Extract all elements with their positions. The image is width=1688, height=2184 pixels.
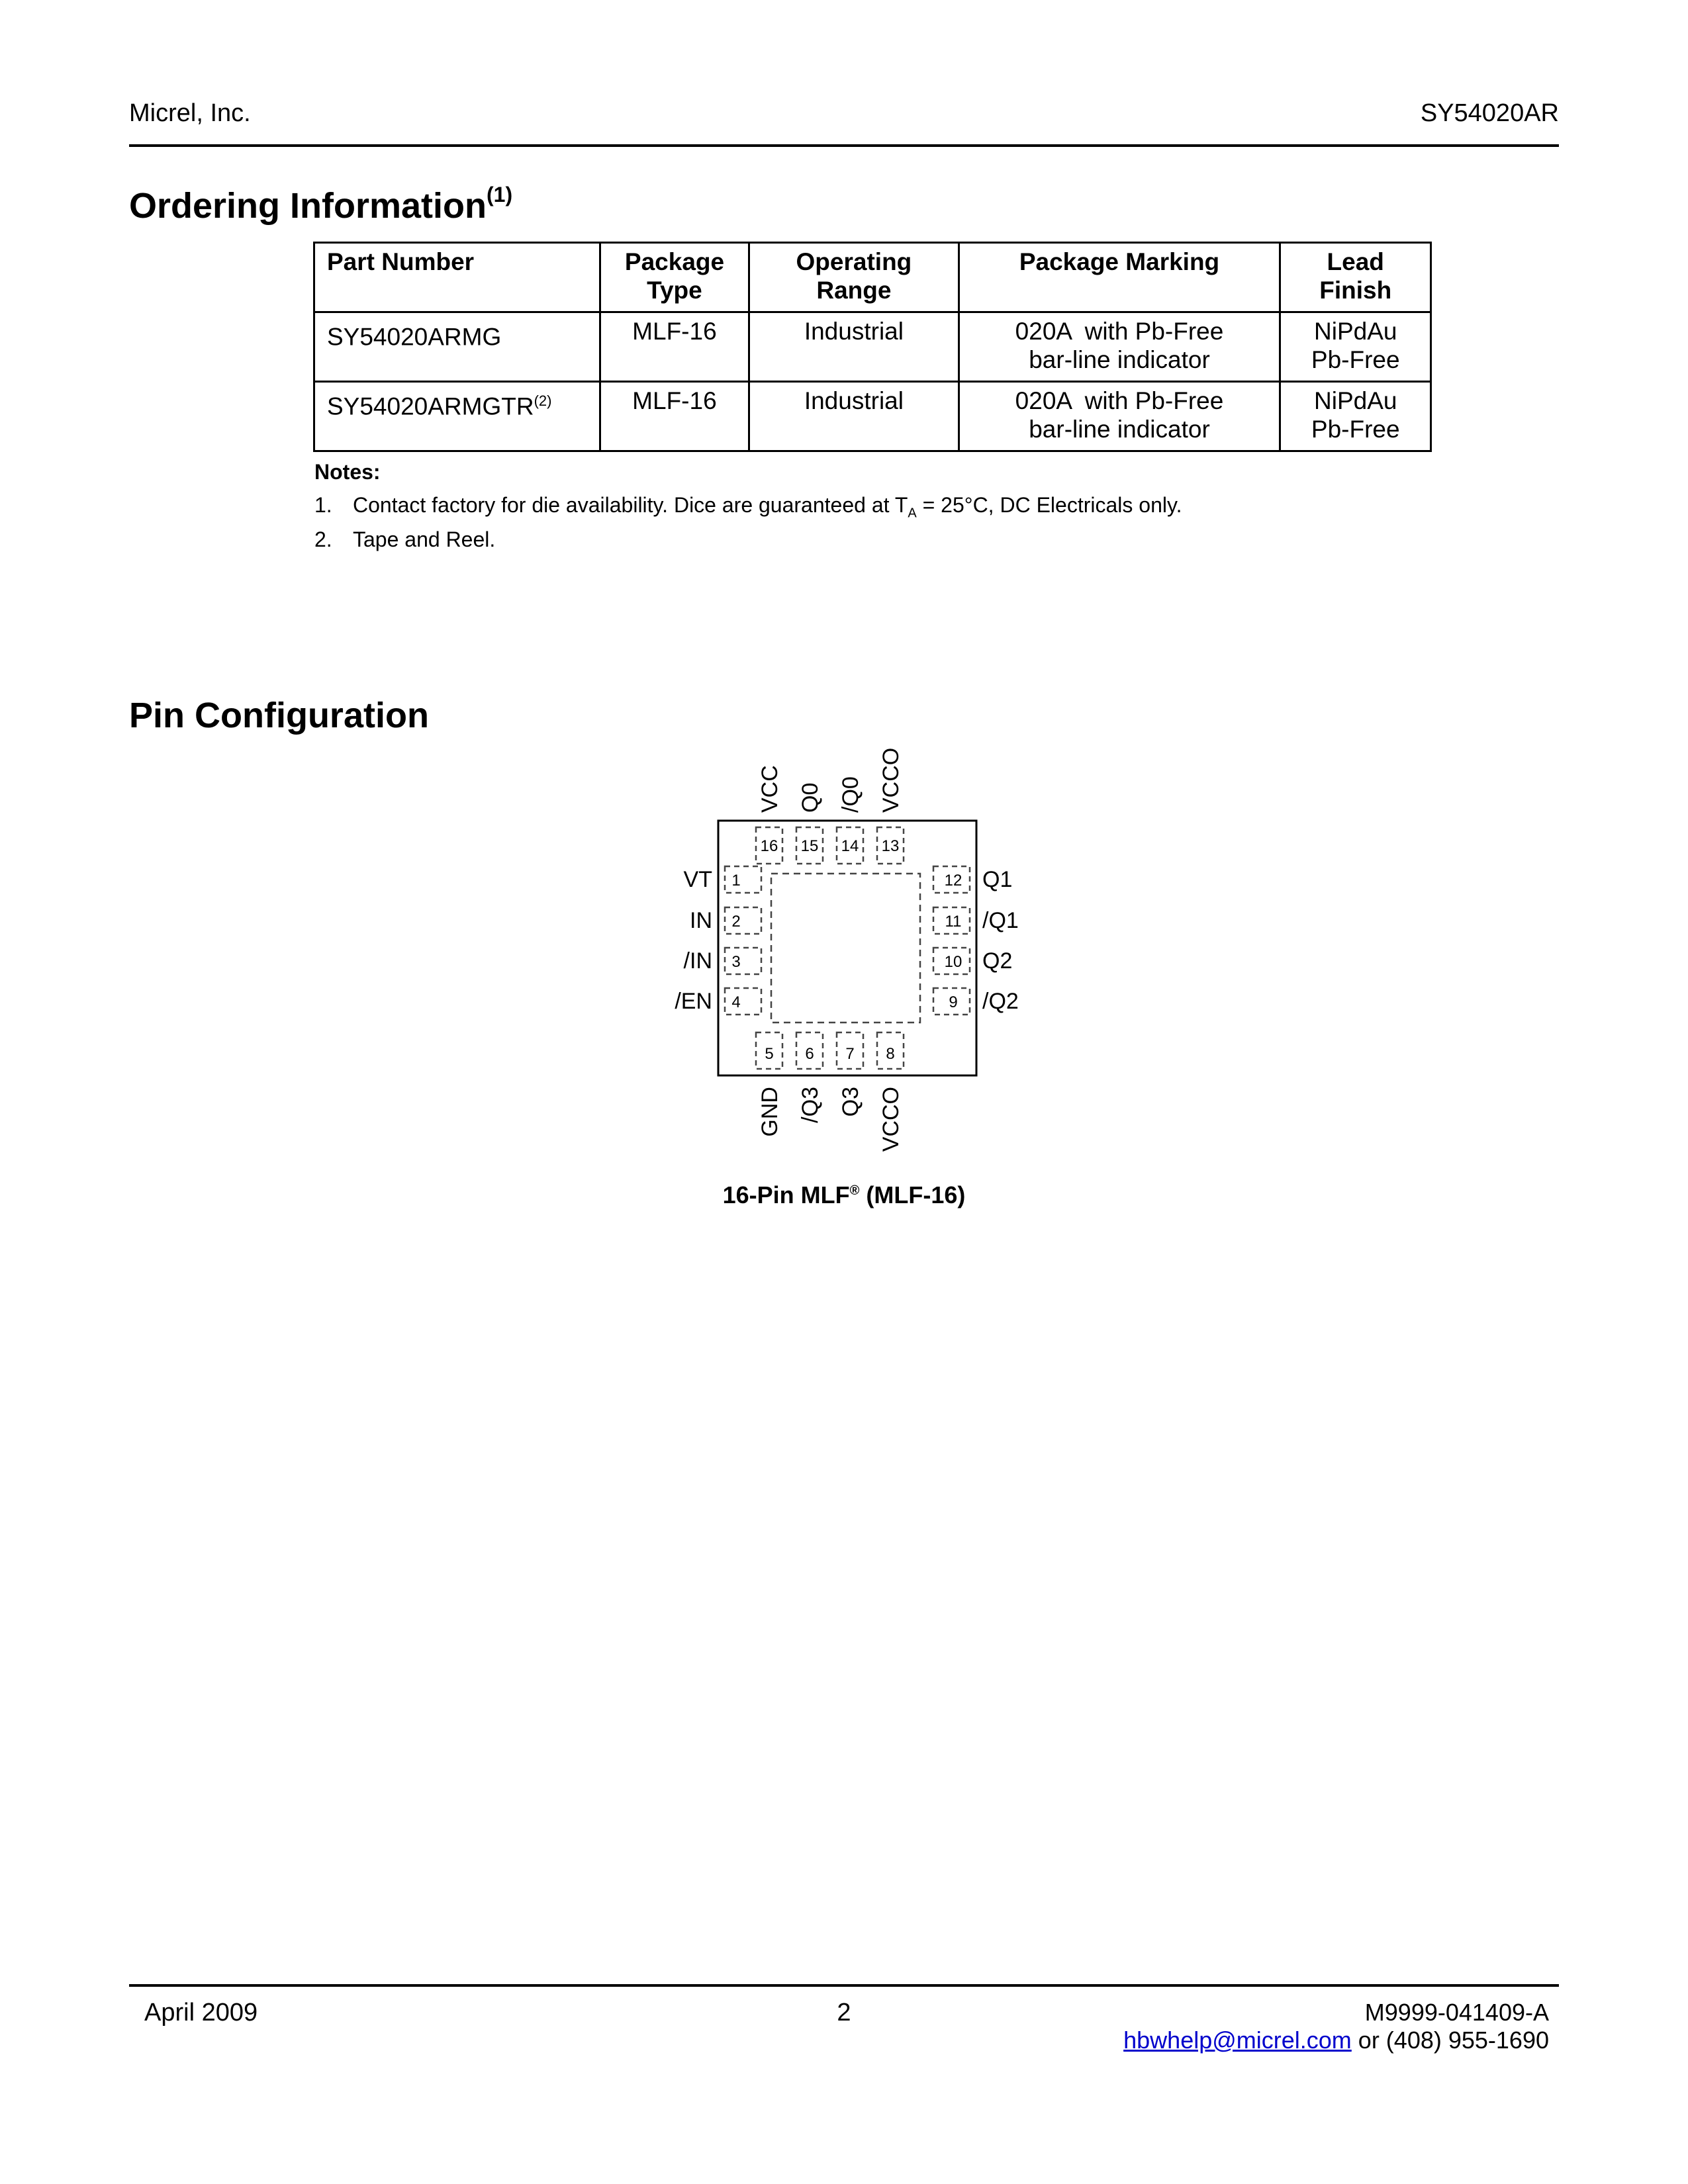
footer-contact [1123, 2026, 1549, 2054]
pin-number: 1 [731, 872, 741, 889]
notes-heading: Notes: [314, 460, 381, 484]
package-marking-cell: 020A with Pb-Free bar-line indicator [959, 382, 1280, 451]
operating-range-cell: Industrial [749, 382, 959, 451]
package-type-cell: MLF-16 [600, 382, 749, 451]
pin-name: GND [757, 1087, 782, 1137]
package-marking-cell: 020A with Pb-Free bar-line indicator [959, 312, 1280, 382]
pin-number: 14 [841, 837, 859, 855]
table-row [314, 382, 1431, 451]
pin-name: IN [690, 908, 712, 933]
ordering-table [313, 242, 1432, 452]
column-header: Lead Finish [1280, 243, 1431, 312]
pin-name: VCCO [878, 1087, 904, 1152]
pin-number: 15 [800, 837, 819, 855]
pin-name: VT [683, 867, 712, 892]
part-number-cell: SY54020ARMG [314, 312, 600, 382]
exposed-pad [771, 874, 920, 1023]
column-header: Operating Range [749, 243, 959, 312]
pin-name: VCC [757, 765, 782, 813]
pin-number: 5 [765, 1045, 774, 1063]
pin-number: 12 [944, 872, 962, 889]
package-type-cell: MLF-16 [600, 312, 749, 382]
pin-pad-left [725, 948, 761, 974]
pin-number: 11 [945, 913, 962, 931]
operating-range-cell: Industrial [749, 312, 959, 382]
note-item: 2. Tape and Reel. [314, 527, 496, 551]
footer-divider [129, 1984, 1559, 1987]
pin-configuration-heading: Pin Configuration [129, 696, 429, 735]
pin-pad-left [725, 988, 761, 1015]
table-row [314, 312, 1431, 382]
header-part-number: SY54020AR [1420, 99, 1559, 127]
pin-number: 9 [949, 993, 958, 1011]
pin-name: /Q3 [798, 1087, 823, 1123]
pin-name: /IN [683, 948, 712, 974]
header-company: Micrel, Inc. [129, 99, 251, 127]
pin-number: 16 [760, 837, 778, 855]
pin-number: 10 [944, 953, 962, 971]
footer-date: April 2009 [144, 1999, 258, 2026]
pin-diagram [662, 748, 1033, 1158]
email-link[interactable]: hbwhelp@micrel.com [1123, 2026, 1352, 2054]
pin-name: /EN [675, 989, 712, 1014]
note-item: 1. Contact factory for die availability. Dice are guaranteed at $T_A = 25^\circ C$, DC Electricals only. [314, 493, 1182, 521]
header-divider [129, 144, 1559, 147]
pin-name: Q3 [838, 1087, 863, 1117]
part-number-cell: SY54020ARMGTR$^{(2)}$ [314, 382, 600, 451]
pin-name: /Q1 [982, 908, 1019, 933]
pin-number: 13 [881, 837, 900, 855]
column-header: Part Number [314, 243, 600, 312]
pin-number: 4 [731, 993, 741, 1011]
pin-number: 7 [845, 1045, 855, 1063]
pin-number: 2 [731, 913, 741, 931]
ordering-information-heading: Ordering Information$^{(1)}$ [129, 183, 513, 226]
pin-diagram-caption: 16-Pin MLF® (MLF-16) [722, 1181, 966, 1208]
pin-pad-left [725, 907, 761, 934]
column-header: Package Marking [959, 243, 1280, 312]
pin-number: 3 [731, 953, 741, 971]
pin-name: /Q2 [982, 989, 1019, 1014]
pin-name: VCCO [878, 748, 904, 813]
pin-name: Q1 [982, 867, 1013, 892]
pin-name: Q2 [982, 948, 1013, 974]
lead-finish-cell: NiPdAu Pb-Free [1280, 382, 1431, 451]
footer-phone: or (408) 955-1690 [1351, 2026, 1549, 2054]
table-header-row [314, 243, 1431, 312]
lead-finish-cell: NiPdAu Pb-Free [1280, 312, 1431, 382]
pin-name: Q0 [798, 782, 823, 813]
footer-doc-id: M9999-041409-A [1364, 1999, 1549, 2026]
pin-number: 8 [886, 1045, 895, 1063]
column-header: Package Type [600, 243, 749, 312]
pin-pad-left [725, 866, 761, 893]
pin-name: /Q0 [838, 776, 863, 813]
page-number: 2 [837, 1999, 851, 2026]
pin-number: 6 [805, 1045, 814, 1063]
